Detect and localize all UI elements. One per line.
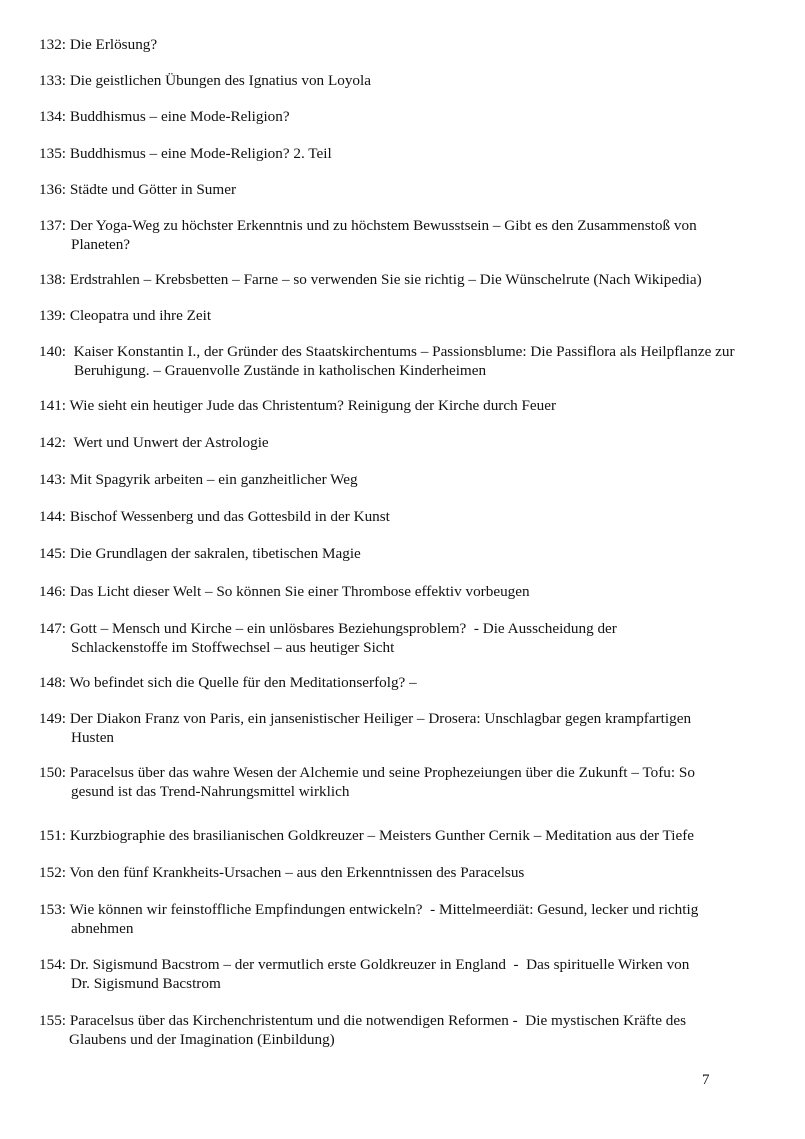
- entry-title: Kaiser Konstantin I., der Gründer des Staatskirchentums – Passionsblume: Die Passiflora als Heilpflanze zur: [66, 343, 735, 360]
- entry-number: 150:: [39, 764, 67, 781]
- list-item: [39, 108, 764, 127]
- entry-title-continuation: abnehmen: [71, 919, 134, 937]
- list-item: [39, 397, 764, 416]
- list-item: [39, 864, 764, 883]
- list-item: [39, 620, 764, 657]
- entry-title: Kurzbiographie des brasilianischen Goldkreuzer – Meisters Gunther Cernik – Meditation aus der Tiefe: [66, 827, 695, 844]
- list-item: [39, 217, 764, 254]
- entry-number: 132:: [39, 36, 67, 53]
- list-item: [39, 434, 764, 453]
- entry-number: 148:: [39, 674, 67, 691]
- list-item: [39, 72, 764, 91]
- entry-title: Das Licht dieser Welt – So können Sie einer Thrombose effektiv vorbeugen: [66, 583, 530, 600]
- list-item: [39, 827, 764, 846]
- list-item: [39, 471, 764, 490]
- entry-number: 149:: [39, 710, 67, 727]
- list-item: [39, 307, 764, 326]
- list-item: [39, 271, 764, 290]
- entry-title: Die Erlösung?: [66, 36, 158, 53]
- list-item: [39, 508, 764, 527]
- list-item: [39, 956, 764, 993]
- entry-title-continuation: Husten: [71, 728, 115, 746]
- entry-number: 144:: [39, 508, 67, 525]
- list-item: [39, 36, 764, 55]
- list-item: [39, 1012, 764, 1049]
- entry-title: Cleopatra und ihre Zeit: [66, 307, 212, 324]
- list-item: [39, 583, 764, 602]
- entry-title: Paracelsus über das Kirchenchristentum und die notwendigen Reformen - Die mystischen Kräfte des: [66, 1012, 686, 1029]
- entry-number: 154:: [39, 956, 67, 973]
- entry-number: 133:: [39, 72, 67, 89]
- entry-number: 152:: [39, 864, 67, 881]
- entry-title: Wie sieht ein heutiger Jude das Christentum? Reinigung der Kirche durch Feuer: [66, 397, 557, 414]
- entry-number: 151:: [39, 827, 67, 844]
- entry-number: 142:: [39, 434, 67, 451]
- entry-title: Gott – Mensch und Kirche – ein unlösbares Beziehungsproblem? - Die Ausscheidung der: [66, 620, 617, 637]
- entry-title: Wo befindet sich die Quelle für den Meditationserfolg? –: [66, 674, 417, 691]
- entry-title: Paracelsus über das wahre Wesen der Alchemie und seine Prophezeiungen über die Zukunft – Tofu: So: [66, 764, 695, 781]
- entry-number: 141:: [39, 397, 67, 414]
- entry-number: 155:: [39, 1012, 67, 1029]
- entry-number: 145:: [39, 545, 67, 562]
- list-item: [39, 764, 764, 801]
- entry-number: 137:: [39, 217, 67, 234]
- entry-title: Bischof Wessenberg und das Gottesbild in der Kunst: [66, 508, 390, 525]
- list-item: [39, 901, 764, 938]
- entry-title: Der Diakon Franz von Paris, ein jansenistischer Heiliger – Drosera: Unschlagbar gegen krampfartigen: [66, 710, 692, 727]
- list-item: [39, 181, 764, 200]
- entry-title: Wie können wir feinstoffliche Empfindungen entwickeln? - Mittelmeerdiät: Gesund, lecker und richtig: [66, 901, 699, 918]
- entry-number: 140:: [39, 343, 67, 360]
- entry-number: 147:: [39, 620, 67, 637]
- entry-title-continuation: Planeten?: [71, 235, 131, 253]
- list-item: [39, 145, 764, 164]
- entry-number: 135:: [39, 145, 67, 162]
- entry-title-continuation: gesund ist das Trend-Nahrungsmittel wirklich: [71, 782, 350, 800]
- entry-title: Buddhismus – eine Mode-Religion?: [66, 108, 290, 125]
- page-number: 7: [702, 1072, 710, 1088]
- entry-number: 136:: [39, 181, 67, 198]
- entry-title: Die Grundlagen der sakralen, tibetischen Magie: [66, 545, 361, 562]
- list-item: [39, 674, 764, 693]
- entry-title: Die geistlichen Übungen des Ignatius von Loyola: [66, 72, 371, 89]
- entry-title: Dr. Sigismund Bacstrom – der vermutlich erste Goldkreuzer in England - Das spirituelle Wirken von: [66, 956, 690, 973]
- entry-number: 134:: [39, 108, 67, 125]
- entry-title: Wert und Unwert der Astrologie: [66, 434, 269, 451]
- entry-title: Von den fünf Krankheits-Ursachen – aus den Erkenntnissen des Paracelsus: [66, 864, 525, 881]
- entry-title-continuation: Glaubens und der Imagination (Einbildung): [69, 1030, 335, 1048]
- list-item: [39, 545, 764, 564]
- list-item: [39, 343, 764, 380]
- entry-number: 153:: [39, 901, 67, 918]
- entry-number: 139:: [39, 307, 67, 324]
- entry-number: 143:: [39, 471, 67, 488]
- entry-title-continuation: Schlackenstoffe im Stoffwechsel – aus heutiger Sicht: [71, 638, 395, 656]
- entry-number: 138:: [39, 271, 67, 288]
- entry-title: Buddhismus – eine Mode-Religion? 2. Teil: [66, 145, 332, 162]
- list-item: [39, 710, 764, 747]
- entry-title: Der Yoga-Weg zu höchster Erkenntnis und zu höchstem Bewusstsein – Gibt es den Zusammenstoß von: [66, 217, 697, 234]
- entry-title-continuation: Dr. Sigismund Bacstrom: [71, 974, 221, 992]
- entry-number: 146:: [39, 583, 67, 600]
- entry-title-continuation: Beruhigung. – Grauenvolle Zustände in katholischen Kinderheimen: [74, 361, 487, 379]
- entry-title: Städte und Götter in Sumer: [66, 181, 237, 198]
- entry-title: Erdstrahlen – Krebsbetten – Farne – so verwenden Sie sie richtig – Die Wünschelrute (Nach Wikipedia): [66, 271, 702, 288]
- entry-title: Mit Spagyrik arbeiten – ein ganzheitlicher Weg: [66, 471, 358, 488]
